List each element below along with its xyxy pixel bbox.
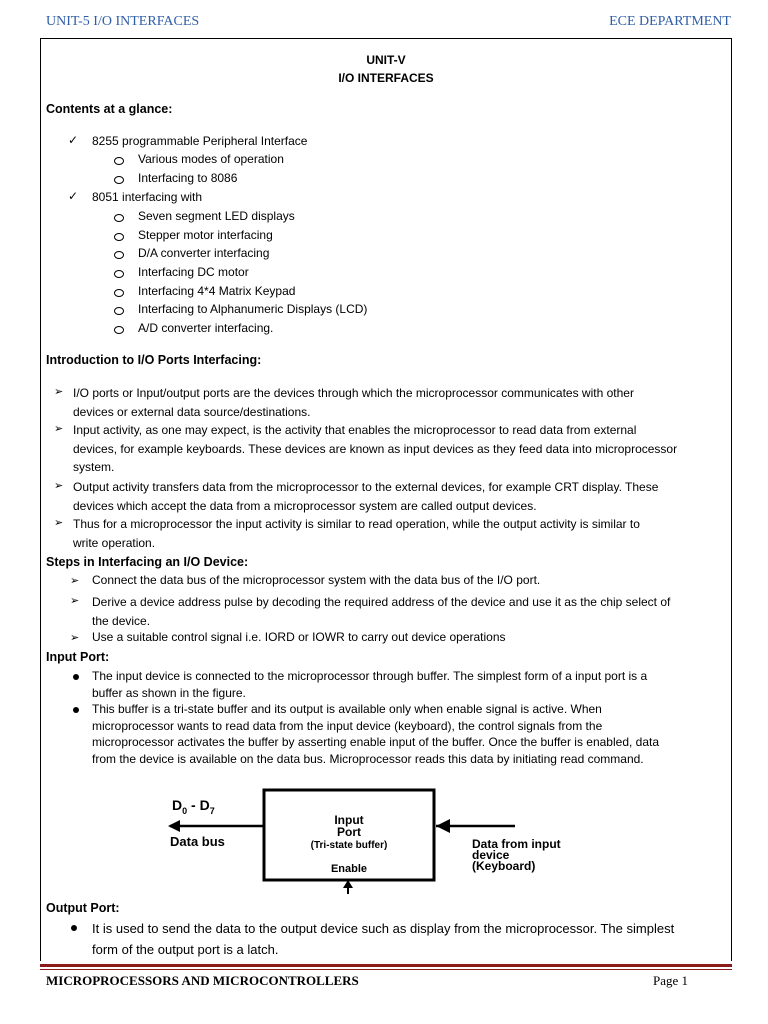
- d-range-label: $D_0 - D_7$: [172, 797, 215, 816]
- contents-subitem: Interfacing to 8086: [138, 171, 238, 185]
- output-port-paragraph: It is used to send the data to the output device such as display from the microprocessor. The simplest form of the output port is a latch.: [92, 921, 675, 957]
- circle-bullet-icon: [114, 233, 124, 241]
- arrow-bullet-icon: ➢: [70, 595, 80, 607]
- contents-subitem: Various modes of operation: [138, 152, 284, 166]
- steps-item-1: Connect the data bus of the microprocessor system with the data bus of the I/O port.: [92, 573, 541, 587]
- check-icon: ✓: [68, 189, 79, 203]
- contents-subitem: Interfacing DC motor: [138, 265, 249, 279]
- intro-paragraph-1: I/O ports or Input/output ports are the devices through which the microprocessor communicates with other devices or external data source/destinations.: [73, 386, 634, 419]
- data-bus-label: Data bus: [170, 834, 225, 849]
- steps-item-3: Use a suitable control signal i.e. IORD or IOWR to carry out device operations: [92, 630, 506, 644]
- page-number: Page 1: [652, 973, 688, 988]
- box-label-input: Input: [334, 813, 364, 827]
- box-label-port: Port: [337, 825, 361, 839]
- contents-subitem: Interfacing to Alphanumeric Displays (LCD): [138, 302, 368, 316]
- input-port-paragraph-1: The input device is connected to the microprocessor through buffer. The simplest form of a input port is a buffer as shown in the figure.: [92, 669, 648, 700]
- circle-bullet-icon: [114, 326, 124, 334]
- header-right: ECE DEPARTMENT: [609, 14, 731, 29]
- circle-bullet-icon: [114, 176, 124, 184]
- right-label-2: device: [472, 848, 510, 862]
- circle-bullet-icon: [114, 307, 124, 315]
- header-left: UNIT-5 I/O INTERFACES: [46, 14, 200, 29]
- contents-item-8255: 8255 programmable Peripheral Interface: [92, 134, 308, 148]
- right-label-1: Data from input: [472, 837, 561, 851]
- circle-bullet-icon: [114, 214, 124, 222]
- footer-divider-thick: [40, 964, 732, 967]
- arrow-bullet-icon: ➢: [54, 517, 64, 529]
- box-label-enable: Enable: [330, 863, 368, 875]
- circle-bullet-icon: [114, 157, 124, 165]
- input-data-arrowhead: [436, 819, 450, 833]
- intro-paragraph-3: Output activity transfers data from the microprocessor to the external devices, for example CRT display. These devices which accept the data from a microprocessor system are called output devices.: [73, 480, 659, 513]
- data-bus-arrowhead: [168, 820, 180, 832]
- contents-item-8051: 8051 interfacing with: [92, 190, 203, 204]
- contents-subitem: D/A converter interfacing: [138, 246, 270, 260]
- intro-heading: Introduction to I/O Ports Interfacing:: [46, 353, 262, 367]
- box-label-tristate: (Tri-state buffer): [310, 840, 388, 851]
- output-port-heading: Output Port:: [46, 901, 120, 915]
- input-port-diagram: [160, 780, 630, 900]
- check-icon: ✓: [68, 133, 79, 147]
- contents-subitem: Seven segment LED displays: [138, 209, 295, 223]
- intro-paragraph-4: Thus for a microprocessor the input activity is similar to read operation, while the output activity is similar to write operation.: [73, 517, 640, 550]
- circle-bullet-icon: [114, 270, 124, 278]
- arrow-bullet-icon: ➢: [54, 480, 64, 492]
- footer-left: MICROPROCESSORS AND MICROCONTROLLERS: [46, 973, 359, 988]
- steps-item-2: Derive a device address pulse by decoding the required address of the device and use it as the chip select of the device.: [92, 595, 671, 628]
- steps-heading: Steps in Interfacing an I/O Device:: [46, 555, 249, 569]
- arrow-bullet-icon: ➢: [70, 632, 80, 644]
- input-port-heading: Input Port:: [46, 650, 110, 664]
- bullet-dot-icon: [73, 707, 79, 713]
- circle-bullet-icon: [114, 289, 124, 297]
- bullet-dot-icon: [71, 925, 77, 931]
- intro-paragraph-2: Input activity, as one may expect, is the activity that enables the microprocessor to read data from external devices, for example keyboards. These devices are known as input devices as they feed data into microprocessor system.: [73, 423, 678, 475]
- bullet-dot-icon: [73, 674, 79, 680]
- arrow-bullet-icon: ➢: [54, 386, 64, 398]
- contents-subitem: A/D converter interfacing.: [138, 321, 274, 335]
- right-label-3: (Keyboard): [472, 859, 536, 873]
- page-subtitle: I/O INTERFACES: [338, 71, 434, 85]
- footer-divider-thin: [40, 969, 732, 970]
- arrow-bullet-icon: ➢: [70, 575, 80, 587]
- arrow-bullet-icon: ➢: [54, 423, 64, 435]
- contents-subitem: Interfacing 4*4 Matrix Keypad: [138, 284, 296, 298]
- contents-heading: Contents at a glance:: [46, 102, 173, 116]
- contents-subitem: Stepper motor interfacing: [138, 228, 273, 242]
- page-title: UNIT-V: [366, 53, 406, 67]
- input-port-paragraph-2: This buffer is a tri-state buffer and its output is available only when enable signal is active. When microprocessor wants to read data from the input device (keyboard), the control signals from the microprocessor activates the buffer by asserting enable input of the buffer. Once the buffer is enabled, data from the device is available on the data bus. Microprocessor reads this data by initiating read command.: [92, 702, 660, 766]
- circle-bullet-icon: [114, 251, 124, 259]
